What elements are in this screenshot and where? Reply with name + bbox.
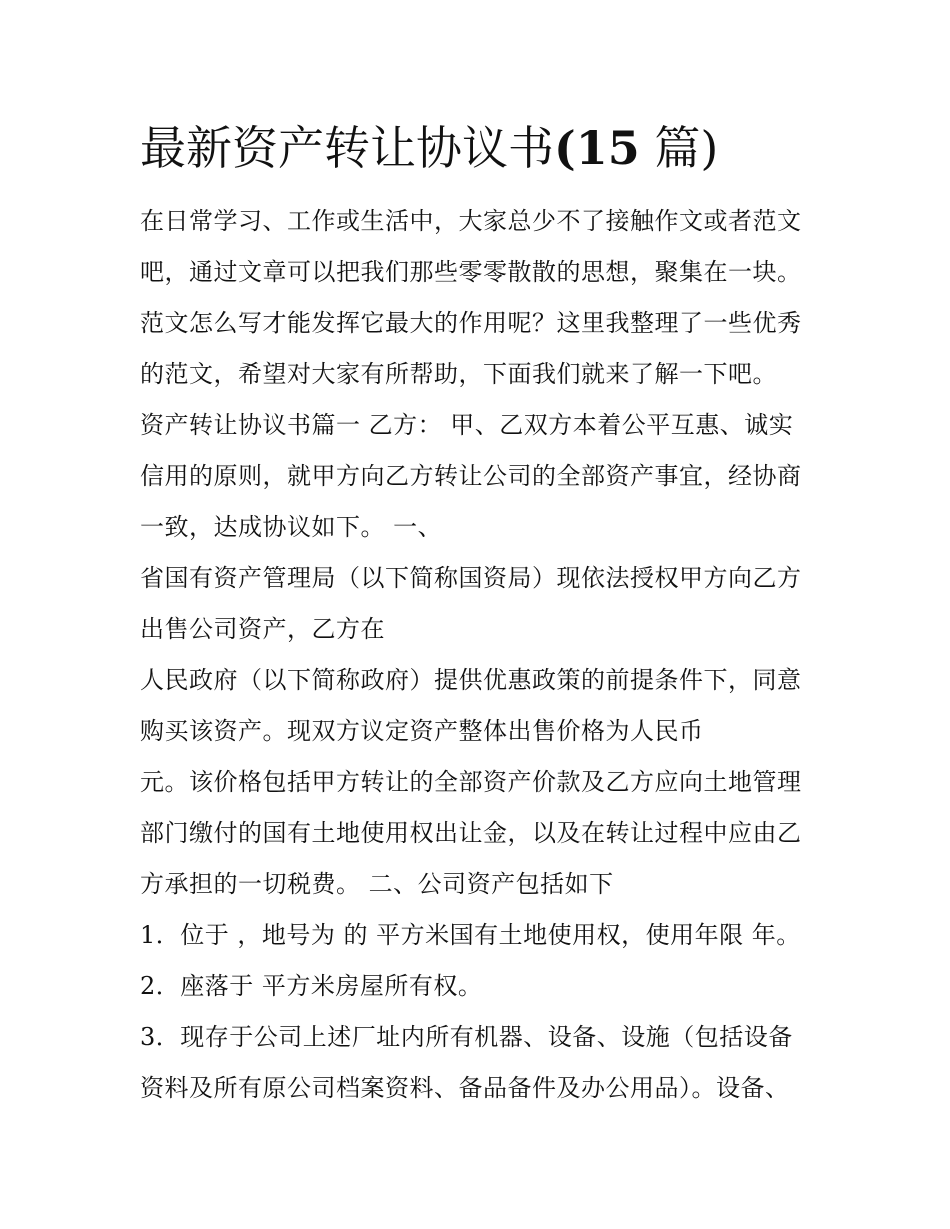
body-line: 方承担的一切税费。 二、公司资产包括如下 — [140, 870, 614, 898]
body-line: 元。该价格包括甲方转让的全部资产价款及乙方应向土地管理 — [140, 768, 802, 796]
body-line: 范文怎么写才能发挥它最大的作用呢？这里我整理了一些优秀 — [140, 309, 802, 337]
body-line: 一致，达成协议如下。 一、 — [140, 513, 443, 541]
document-body — [140, 196, 820, 1114]
body-line: 的范文，希望对大家有所帮助，下面我们就来了解一下吧。 — [140, 360, 777, 388]
body-line: 资料及所有原公司档案资料、备品备件及办公用品）。设备、 — [140, 1074, 790, 1102]
list-item: 1．位于 ，地号为 的 平方米国有土地使用权，使用年限 年。 — [140, 921, 801, 949]
body-line: 在日常学习、工作或生活中，大家总少不了接触作文或者范文 — [140, 207, 802, 235]
body-line: 人民政府（以下简称政府）提供优惠政策的前提条件下，同意 — [140, 666, 802, 694]
list-item: 2．座落于 平方米房屋所有权。 — [140, 972, 483, 1000]
body-line: 信用的原则，就甲方向乙方转让公司的全部资产事宜，经协商 — [140, 462, 802, 490]
body-line: 部门缴付的国有土地使用权出让金，以及在转让过程中应由乙 — [140, 819, 802, 847]
body-line: 省国有资产管理局（以下简称国资局）现依法授权甲方向乙方 — [140, 564, 802, 592]
document-title — [140, 116, 718, 180]
body-line: 吧，通过文章可以把我们那些零零散散的思想，聚集在一块。 — [140, 258, 802, 286]
body-line: 出售公司资产，乙方在 — [140, 615, 385, 643]
title-main: 最新资产转让协议书 — [140, 121, 554, 175]
body-line: 资产转让协议书篇一 乙方： 甲、乙双方本着公平互惠、诚实 — [140, 411, 794, 439]
body-line: 购买该资产。现双方议定资产整体出售价格为人民币 — [140, 717, 704, 745]
list-item: 3．现存于公司上述厂址内所有机器、设备、设施（包括设备 — [140, 1023, 793, 1051]
title-suffix: 篇) — [639, 121, 719, 175]
title-count: (15 — [554, 121, 640, 175]
